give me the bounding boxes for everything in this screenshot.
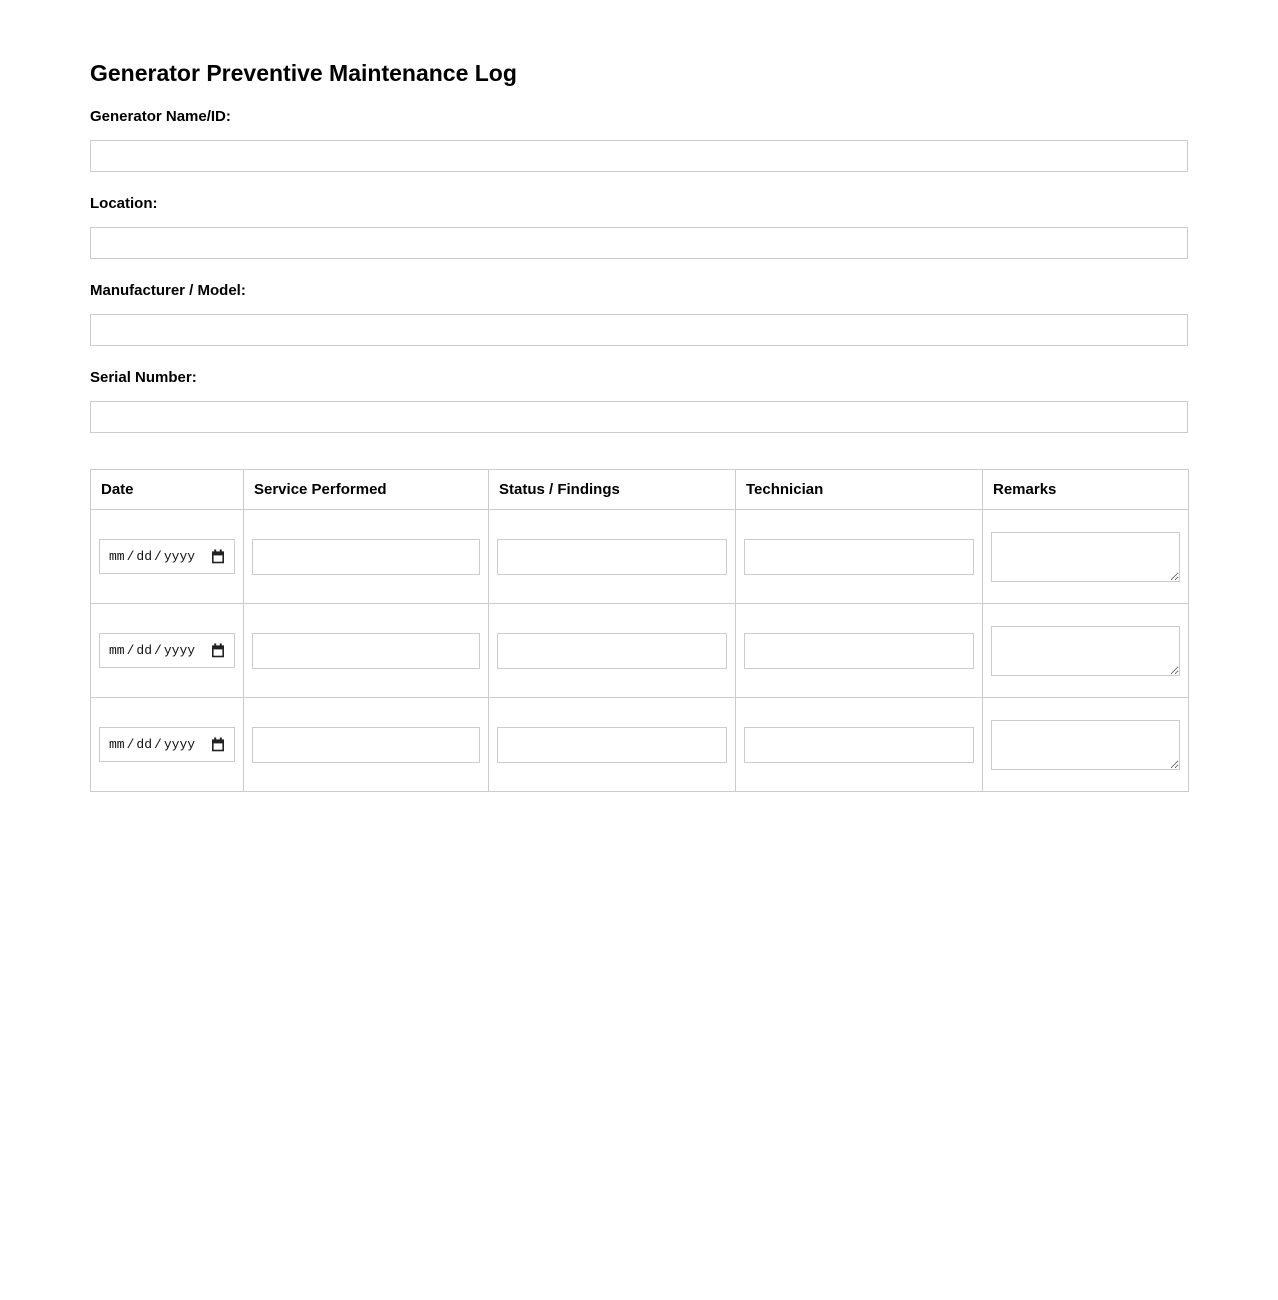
generator-name-label: Generator Name/ID: bbox=[90, 108, 231, 125]
column-header-date: Date bbox=[91, 470, 244, 510]
generator-name-input[interactable] bbox=[90, 140, 1188, 172]
service-performed-input[interactable] bbox=[252, 633, 480, 669]
manufacturer-model-label: Manufacturer / Model: bbox=[90, 282, 246, 299]
date-input[interactable] bbox=[99, 633, 235, 668]
date-input[interactable] bbox=[99, 539, 235, 574]
date-input[interactable] bbox=[99, 727, 235, 762]
table-row bbox=[91, 510, 1189, 604]
technician-input[interactable] bbox=[744, 539, 974, 575]
table-row bbox=[91, 698, 1189, 792]
service-performed-input[interactable] bbox=[252, 727, 480, 763]
column-header-remarks: Remarks bbox=[983, 470, 1189, 510]
column-header-technician: Technician bbox=[736, 470, 983, 510]
date-placeholder: mm / dd / yyyy bbox=[109, 549, 196, 564]
table-row bbox=[91, 604, 1189, 698]
status-findings-input[interactable] bbox=[497, 633, 727, 669]
manufacturer-model-input[interactable] bbox=[90, 314, 1188, 346]
calendar-icon[interactable] bbox=[211, 643, 225, 658]
service-performed-input[interactable] bbox=[252, 539, 480, 575]
remarks-textarea[interactable] bbox=[991, 720, 1180, 770]
location-input[interactable] bbox=[90, 227, 1188, 259]
table-header-row bbox=[91, 470, 1189, 510]
serial-number-input[interactable] bbox=[90, 401, 1188, 433]
page-title: Generator Preventive Maintenance Log bbox=[90, 60, 517, 86]
location-label: Location: bbox=[90, 195, 158, 212]
field-generator-name bbox=[90, 108, 1188, 172]
calendar-icon[interactable] bbox=[211, 549, 225, 564]
technician-input[interactable] bbox=[744, 727, 974, 763]
column-header-status-findings: Status / Findings bbox=[489, 470, 736, 510]
date-placeholder: mm / dd / yyyy bbox=[109, 643, 196, 658]
field-location bbox=[90, 195, 1188, 259]
remarks-textarea[interactable] bbox=[991, 626, 1180, 676]
maintenance-log-table bbox=[90, 469, 1189, 792]
field-manufacturer-model bbox=[90, 282, 1188, 346]
column-header-service-performed: Service Performed bbox=[244, 470, 489, 510]
serial-number-label: Serial Number: bbox=[90, 369, 197, 386]
technician-input[interactable] bbox=[744, 633, 974, 669]
date-placeholder: mm / dd / yyyy bbox=[109, 737, 196, 752]
calendar-icon[interactable] bbox=[211, 737, 225, 752]
status-findings-input[interactable] bbox=[497, 539, 727, 575]
remarks-textarea[interactable] bbox=[991, 532, 1180, 582]
field-serial-number bbox=[90, 369, 1188, 433]
status-findings-input[interactable] bbox=[497, 727, 727, 763]
